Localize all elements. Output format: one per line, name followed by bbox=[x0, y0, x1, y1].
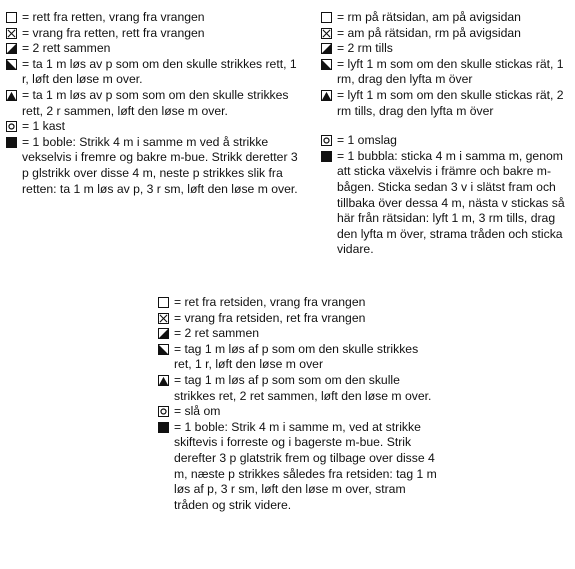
right-slant-square-icon bbox=[321, 43, 332, 54]
legend-entry bbox=[158, 373, 438, 404]
black-square-icon bbox=[6, 137, 17, 148]
legend-text: = slå om bbox=[174, 404, 221, 419]
legend-entry bbox=[321, 149, 571, 258]
legend-text: = 2 ret sammen bbox=[174, 326, 260, 341]
legend-text: = 1 omslag bbox=[337, 133, 397, 148]
legend-entry bbox=[6, 88, 306, 119]
legend-text: = 1 boble: Strik 4 m i samme m, ved at strikke skiftevis i forreste og i bagerste m-bue. Strik derefter 3 p glatstrik frem og tilbage over disse 4 m, næste p strikkes således fra retsiden: tag 1 m løs af p, 3 r sm, løft den løse m over, stram tråden og strik videre. bbox=[174, 419, 437, 512]
triangle-square-icon bbox=[6, 90, 17, 101]
legend-danish bbox=[158, 295, 438, 513]
legend-text: = lyft 1 m som om den skulle stickas rät, 2 rm tills, drag den lyfta m över bbox=[337, 87, 564, 118]
triangle-square-icon bbox=[158, 375, 169, 386]
empty-square-icon bbox=[321, 12, 332, 23]
left-slant-square-icon bbox=[321, 59, 332, 70]
legend-text: = vrang fra retten, rett fra vrangen bbox=[22, 25, 205, 40]
cross-square-icon bbox=[158, 313, 169, 324]
left-slant-square-icon bbox=[158, 344, 169, 355]
legend-entry bbox=[158, 295, 438, 311]
legend-entry bbox=[158, 404, 438, 420]
triangle-square-icon bbox=[321, 90, 332, 101]
legend-entry bbox=[321, 41, 571, 57]
legend-text: = ta 1 m løs av p som som om den skulle strikkes rett, 2 r sammen, løft den løse m over. bbox=[22, 87, 289, 118]
legend-text: = tag 1 m løs af p som som om den skulle strikkes ret, 2 ret sammen, løft den løse m over. bbox=[174, 372, 432, 403]
legend-text: = am på rätsidan, rm på avigsidan bbox=[337, 25, 521, 40]
legend-entry bbox=[6, 41, 306, 57]
black-square-icon bbox=[158, 422, 169, 433]
circle-square-icon bbox=[158, 406, 169, 417]
legend-text: = 1 bubbla: sticka 4 m i samma m, genom att sticka växelvis i främre och bakre m-bågen. Sticka sedan 3 v i slätst fram och tillbaka över dessa 4 m, nästa v stickas så här från rätsidan: lyft 1 m, 3 rm tills, drag den lyfta m över, strama tråden och sticka vidare. bbox=[337, 148, 565, 257]
legend-swedish bbox=[321, 10, 571, 258]
legend-text: = rm på rätsidan, am på avigsidan bbox=[337, 10, 521, 24]
legend-entry bbox=[158, 342, 438, 373]
legend-entry bbox=[321, 26, 571, 42]
empty-square-icon bbox=[6, 12, 17, 23]
legend-text: = rett fra retten, vrang fra vrangen bbox=[22, 10, 205, 24]
legend-entry bbox=[321, 57, 571, 88]
legend-entry bbox=[6, 135, 306, 197]
legend-text: = 1 boble: Strikk 4 m i samme m ved å strikke vekselvis i fremre og bakre m-bue. Strikk deretter 3 p glstrikk over disse 4 m, neste p strikkes slik fra retten: ta 1 m løs av p, 3 r sm, løft den løse m over. bbox=[22, 134, 298, 196]
legend-text: = tag 1 m løs af p som om den skulle strikkes ret, 1 r, løft den løse m over bbox=[174, 341, 419, 372]
circle-square-icon bbox=[6, 121, 17, 132]
legend-norwegian bbox=[6, 10, 306, 197]
legend-entry bbox=[158, 311, 438, 327]
right-slant-square-icon bbox=[6, 43, 17, 54]
empty-square-icon bbox=[158, 297, 169, 308]
circle-square-icon bbox=[321, 135, 332, 146]
cross-square-icon bbox=[321, 28, 332, 39]
legend-text: = 2 rm tills bbox=[337, 41, 393, 56]
legend-text: = lyft 1 m som om den skulle stickas rät, 1 rm, drag den lyfta m över bbox=[337, 56, 564, 87]
cross-square-icon bbox=[6, 28, 17, 39]
right-slant-square-icon bbox=[158, 328, 169, 339]
left-slant-square-icon bbox=[6, 59, 17, 70]
legend-entry bbox=[6, 26, 306, 42]
legend-entry bbox=[6, 119, 306, 135]
legend-entry bbox=[6, 10, 306, 26]
legend-text: = vrang fra retsiden, ret fra vrangen bbox=[174, 310, 366, 325]
legend-text: = ret fra retsiden, vrang fra vrangen bbox=[174, 295, 366, 309]
legend-text: = ta 1 m løs av p som om den skulle strikkes rett, 1 r, løft den løse m over. bbox=[22, 56, 297, 87]
legend-text: = 1 kast bbox=[22, 119, 66, 134]
legend-entry bbox=[321, 133, 571, 149]
legend-entry bbox=[321, 10, 571, 26]
legend-entry bbox=[321, 88, 571, 119]
black-square-icon bbox=[321, 151, 332, 162]
legend-text: = 2 rett sammen bbox=[22, 41, 111, 56]
legend-entry bbox=[158, 420, 438, 514]
legend-entry bbox=[6, 57, 306, 88]
legend-entry bbox=[158, 326, 438, 342]
